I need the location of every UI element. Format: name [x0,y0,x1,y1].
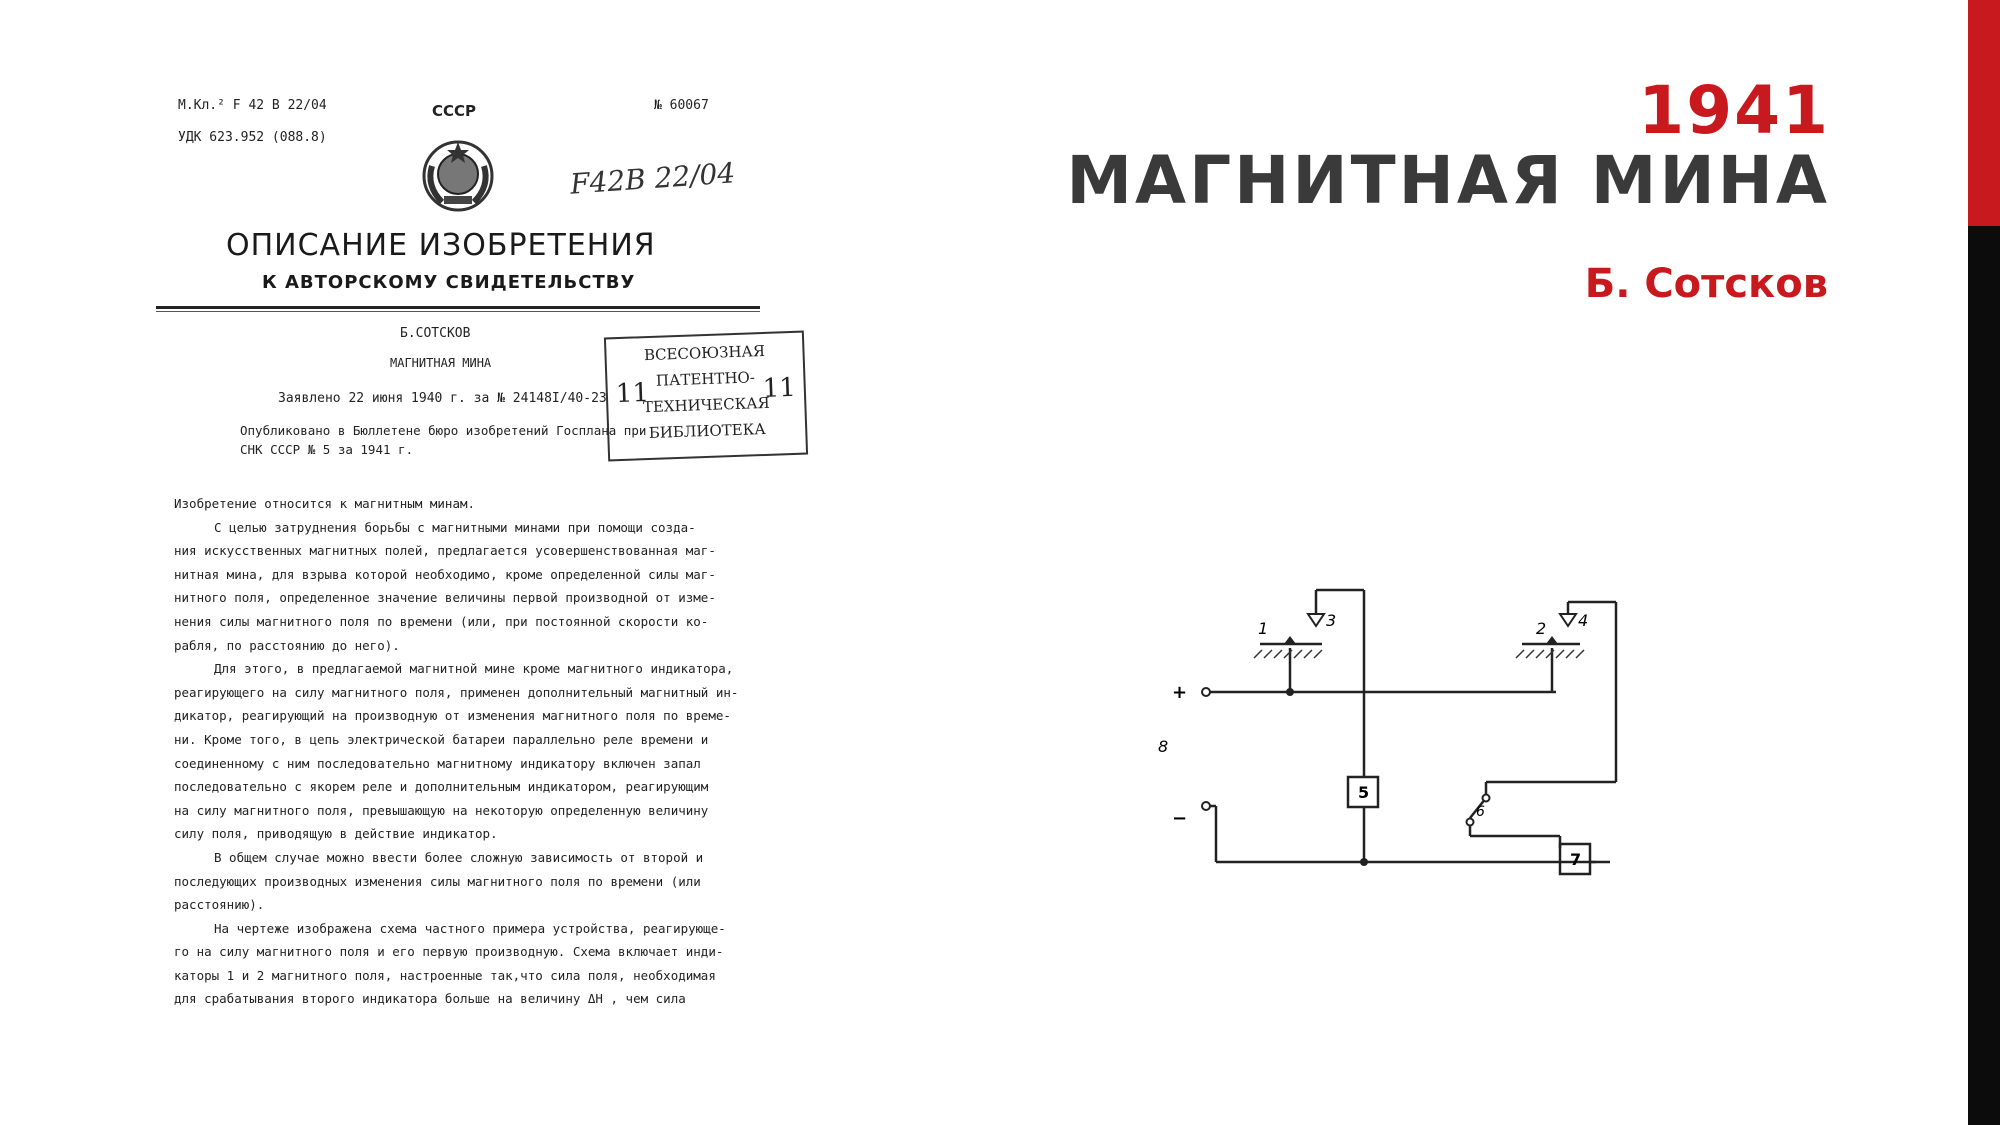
diagram-label: 7 [1570,850,1582,869]
diagram-label: 5 [1358,783,1370,802]
stamp-mark: 11 [762,372,797,405]
doc-body-line: нитного поля, определенное значение величины первой производной от изме- [174,590,716,606]
doc-body-line: С целью затруднения борьбы с магнитными минами при помощи созда- [214,519,696,535]
doc-body-line: соединенному с ним последовательно магнитному индикатору включен запал [174,755,701,771]
doc-body-line: последовательно с якорем реле и дополнительным индикатором, реагирующим [174,779,709,795]
doc-body-text [174,492,774,1011]
doc-body-line: каторы 1 и 2 магнитного поля, настроенные так,что сила поля, необходимая [174,967,716,983]
doc-body-line: нитная мина, для взрыва которой необходимо, кроме определенной силы маг- [174,566,716,582]
doc-body-line: последующих производных изменения силы магнитного поля по времени (или [174,873,701,889]
divider [156,306,760,309]
doc-classification: М.Кл.² F 42 B 22/04 [178,98,327,113]
doc-body-line: Для этого, в предлагаемой магнитной мине кроме магнитного индикатора, [214,661,734,677]
divider [156,311,760,312]
edge-bar-black [1968,226,2000,1125]
patent-document [150,88,800,1028]
stamp-line: ТЕХНИЧЕСКАЯ [642,393,771,417]
diagram-minus: − [1172,808,1188,829]
diagram-label: 1 [1258,619,1269,638]
doc-handwritten-note: F42B 22/04 [569,156,737,201]
diagram-plus: + [1172,682,1188,703]
doc-body-line: дикатор, реагирующий на производную от изменения магнитного поля по време- [174,708,731,724]
doc-body-line: рабля, по расстоянию до него). [174,637,400,653]
doc-published-line: СНК СССР № 5 за 1941 г. [240,442,414,457]
doc-patent-number: № 60067 [654,98,709,113]
doc-title: ОПИСАНИЕ ИЗОБРЕТЕНИЯ [226,228,656,263]
doc-author: Б.СОТСКОВ [400,326,471,341]
doc-body-line: расстоянию). [174,897,265,913]
stamp-line: БИБЛИОТЕКА [648,419,766,443]
circuit-schematic [1150,580,1670,900]
doc-body-line: го на силу магнитного поля и его первую производную. Схема включает инди- [174,944,724,960]
doc-body-line: На чертеже изображена схема частного примера устройства, реагирующе- [214,920,726,936]
doc-body-line: ни. Кроме того, в цепь электрической батареи параллельно реле времени и [174,731,709,747]
ussr-emblem-icon [418,136,498,216]
stamp-line: ПАТЕНТНО- [655,368,756,390]
stamp-line: ВСЕСОЮЗНАЯ [643,341,766,365]
edge-bar-red [1968,0,2000,226]
slide-year: 1941 [1638,72,1830,149]
doc-body-line: Изобретение относится к магнитным минам. [174,496,476,511]
doc-filed: Заявлено 22 июня 1940 г. за № 24148I/40-23 [278,391,607,406]
doc-invention-name: МАГНИТНАЯ МИНА [390,356,492,370]
diagram-label: 6 [1476,804,1485,820]
doc-body-line: реагирующего на силу магнитного поля, применен дополнительный магнитный ин- [174,684,739,700]
doc-body-line: силу поля, приводящую в действие индикатор. [174,826,498,842]
doc-subtitle: К АВТОРСКОМУ СВИДЕТЕЛЬСТВУ [262,272,636,293]
doc-body-line: В общем случае можно ввести более сложную зависимость от второй и [214,849,704,865]
library-stamp [604,331,808,462]
doc-udc: УДК 623.952 (088.8) [178,130,327,145]
slide-author: Б. Сотсков [1584,261,1828,307]
diagram-label: 4 [1578,611,1589,630]
doc-body-line: для срабатывания второго индикатора больше на величину ΔН , чем сила [174,991,686,1007]
stamp-mark: 11 [615,377,650,410]
diagram-label: 8 [1158,737,1169,756]
doc-published-line: Опубликовано в Бюллетене бюро изобретений Госплана при [240,423,647,438]
edge-color-bar [1968,0,2000,1125]
doc-body-line: нения силы магнитного поля по времени (или, при постоянной скорости ко- [174,613,709,629]
doc-body-line: ния искусственных магнитных полей, предлагается усовершенствованная маг- [174,543,716,559]
doc-country: СССР [432,102,477,120]
diagram-label: 2 [1536,619,1547,638]
slide-title: МАГНИТНАЯ МИНА [1066,142,1830,219]
diagram-label: 3 [1326,611,1337,630]
doc-body-line: на силу магнитного поля, превышающую на некоторую определенную величину [174,802,709,818]
